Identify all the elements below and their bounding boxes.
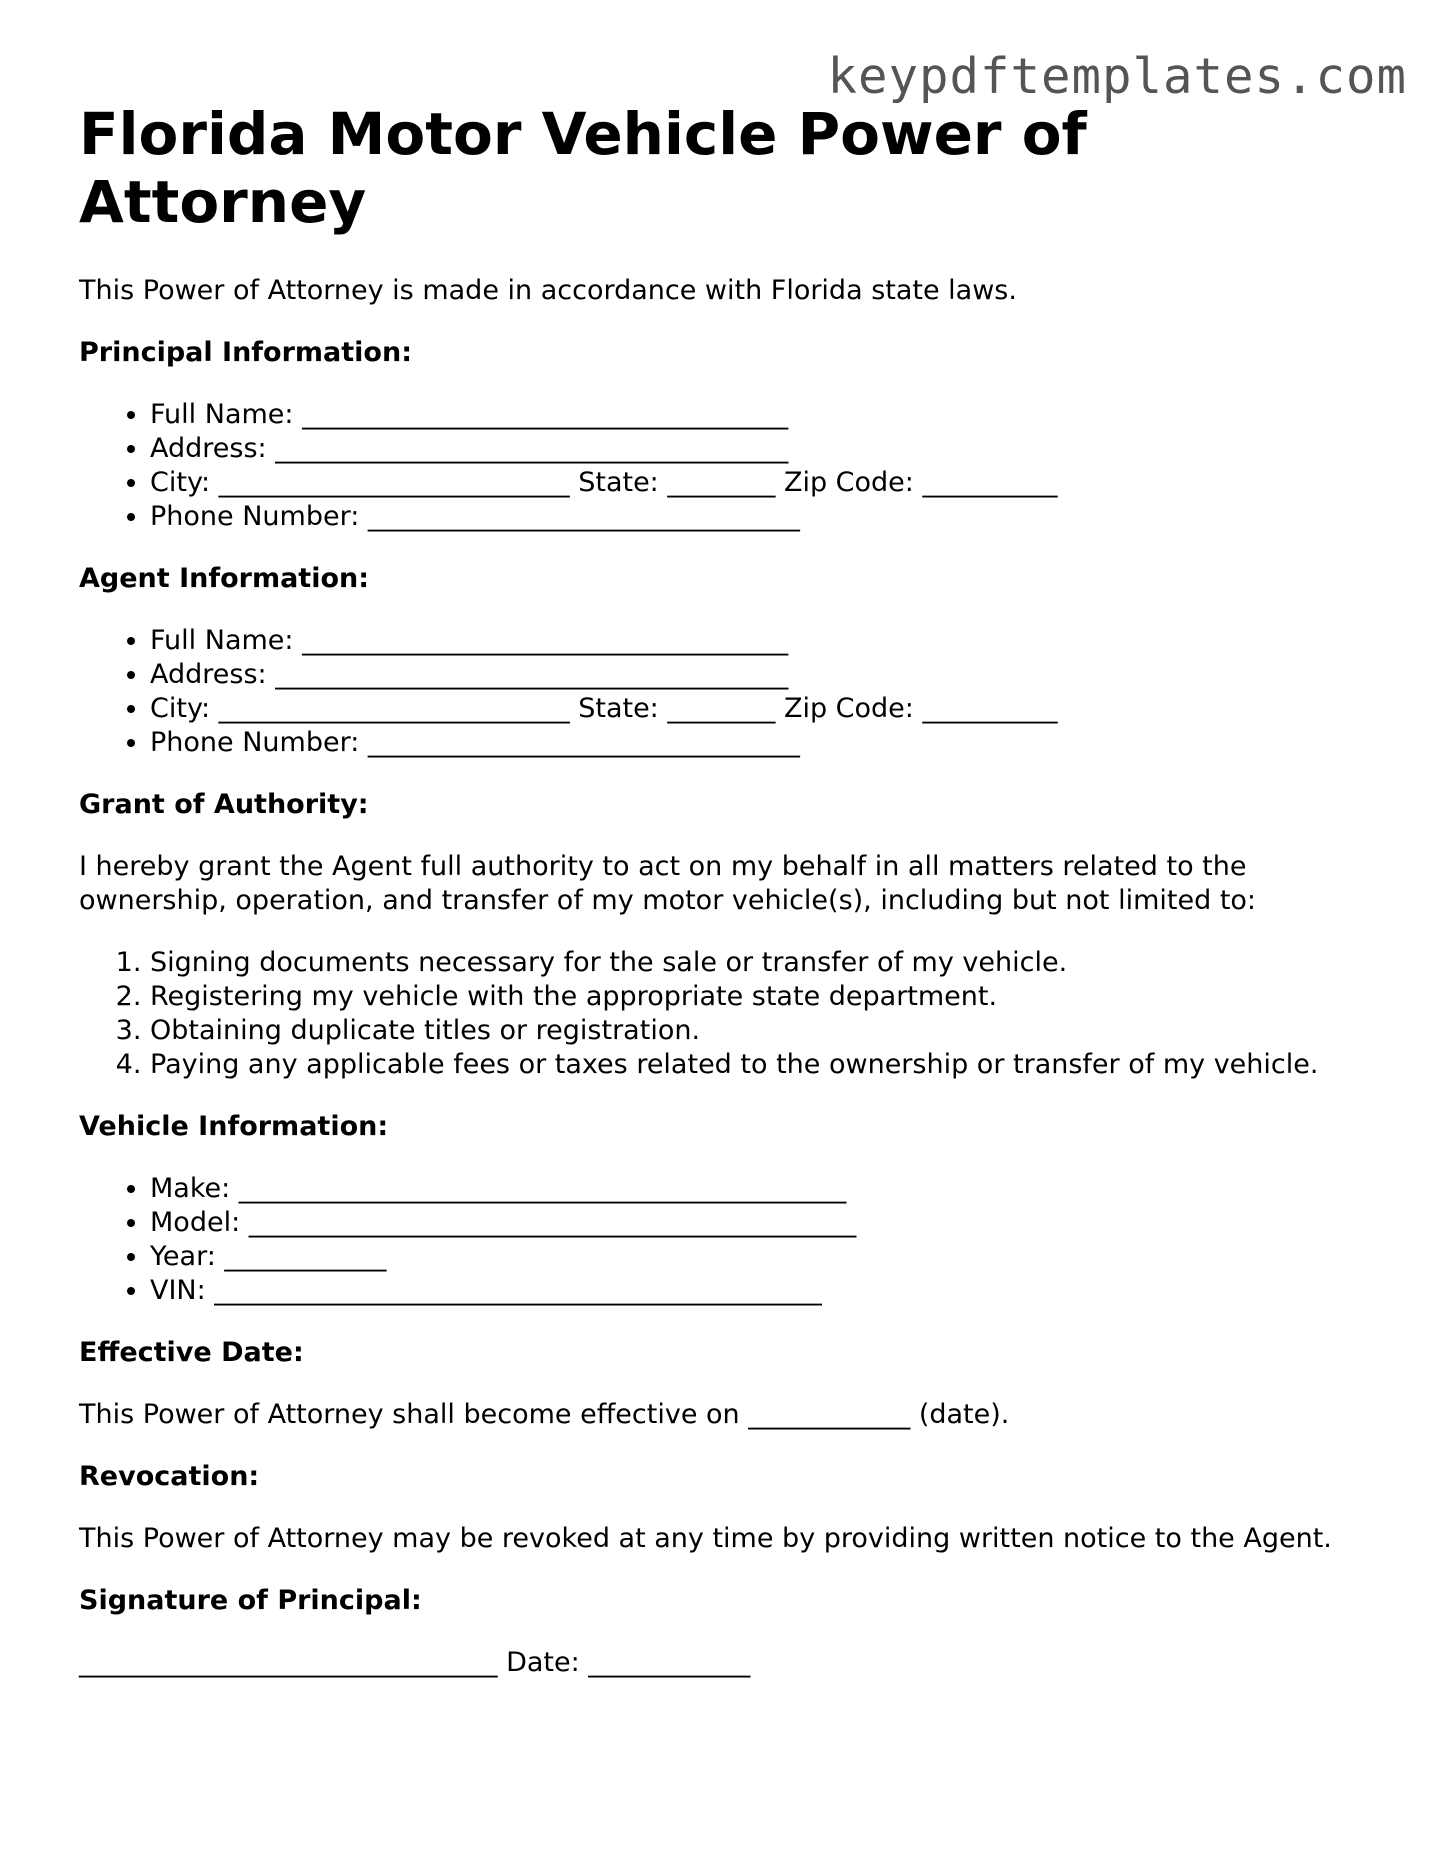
effective-date-field[interactable]: This Power of Attorney shall become effective on ____________ (date). xyxy=(79,1399,1010,1430)
agent-phone-field[interactable] xyxy=(150,726,1379,760)
agent-full-name-field[interactable] xyxy=(150,624,1379,658)
signature-heading: Signature of Principal: xyxy=(79,1585,422,1616)
agent-city-state-zip-field[interactable] xyxy=(150,692,1379,726)
vehicle-heading: Vehicle Information: xyxy=(79,1111,389,1142)
agent-city-state-zip-text: City: __________________________ State: ________ Zip Code: __________ xyxy=(150,693,1058,724)
vehicle-model-field[interactable] xyxy=(150,1206,1379,1240)
principal-full-name-text: Full Name: ____________________________________ xyxy=(150,399,789,430)
revocation-text: This Power of Attorney may be revoked at any time by providing written notice to the Agent. xyxy=(79,1523,1332,1554)
signature-date-text: _______________________________ Date: ____________ xyxy=(79,1647,751,1678)
grant-text: I hereby grant the Agent full authority to act on my behalf in all matters related to the ownership, operation, and transfer of my motor vehicle(s), including but not limited to: xyxy=(79,851,1257,916)
vehicle-vin-text: VIN: _____________________________________________ xyxy=(150,1275,822,1306)
vehicle-make-field[interactable] xyxy=(150,1172,1379,1206)
principal-full-name-field[interactable] xyxy=(150,398,1379,432)
grant-item: 4. Paying any applicable fees or taxes related to the ownership or transfer of my vehicle. xyxy=(150,1048,1379,1082)
effective-date-heading: Effective Date: xyxy=(79,1337,304,1368)
grant-item: 2. Registering my vehicle with the appropriate state department. xyxy=(150,980,1379,1014)
agent-heading: Agent Information: xyxy=(79,563,370,594)
principal-heading: Principal Information: xyxy=(79,337,413,368)
vehicle-fields xyxy=(79,1172,1379,1308)
principal-address-text: Address: ______________________________________ xyxy=(150,433,789,464)
principal-city-state-zip-field[interactable] xyxy=(150,466,1379,500)
document-title: Florida Motor Vehicle Power of Attorney xyxy=(79,100,1087,236)
intro-text: This Power of Attorney is made in accordance with Florida state laws. xyxy=(79,275,1017,306)
vehicle-model-text: Model: _____________________________________________ xyxy=(150,1207,857,1238)
vehicle-vin-field[interactable] xyxy=(150,1274,1379,1308)
principal-city-state-zip-text: City: __________________________ State: ________ Zip Code: __________ xyxy=(150,467,1058,498)
watermark: keypdftemplates.com xyxy=(827,48,1407,105)
agent-phone-text: Phone Number: ________________________________ xyxy=(150,727,800,758)
grant-item: 1. Signing documents necessary for the sale or transfer of my vehicle. xyxy=(150,946,1379,980)
principal-fields xyxy=(79,398,1379,534)
revocation-heading: Revocation: xyxy=(79,1461,260,1492)
vehicle-year-field[interactable] xyxy=(150,1240,1379,1274)
grant-heading: Grant of Authority: xyxy=(79,789,369,820)
vehicle-year-text: Year: ____________ xyxy=(150,1241,387,1272)
agent-address-field[interactable] xyxy=(150,658,1379,692)
agent-address-text: Address: ______________________________________ xyxy=(150,659,789,690)
principal-phone-text: Phone Number: ________________________________ xyxy=(150,501,800,532)
agent-full-name-text: Full Name: ____________________________________ xyxy=(150,625,789,656)
document-page xyxy=(79,100,1379,1680)
signature-date-field[interactable] xyxy=(79,1646,1379,1680)
principal-phone-field[interactable] xyxy=(150,500,1379,534)
grant-item: 3. Obtaining duplicate titles or registration. xyxy=(150,1014,1379,1048)
agent-fields xyxy=(79,624,1379,760)
vehicle-make-text: Make: _____________________________________________ xyxy=(150,1173,847,1204)
grant-list xyxy=(79,946,1379,1082)
principal-address-field[interactable] xyxy=(150,432,1379,466)
